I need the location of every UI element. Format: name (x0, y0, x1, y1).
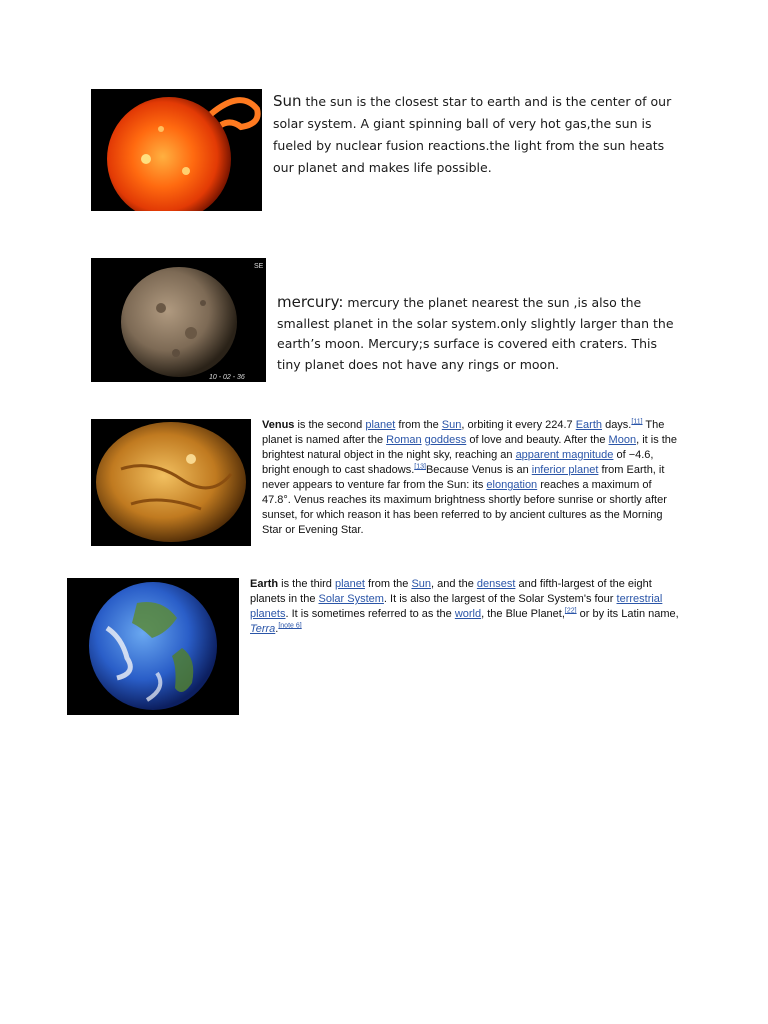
earth-text: , and the (431, 578, 477, 590)
link-densest[interactable]: densest (476, 578, 516, 590)
venus-text: Because Venus is an (425, 464, 532, 476)
venus-text: is the second (294, 419, 366, 431)
venus-text: of love and beauty. After the (466, 434, 609, 446)
earth-text: from the (364, 578, 412, 590)
venus-text: reaches a maximum of 47.8°. Venus reaches its maximum brightness shortly before sunrise or shortly after sunset, for which reason it has been referred to by ancient cultures as the Morning Star or Evening Star. (262, 479, 667, 536)
earth-description (250, 577, 682, 637)
ref-13[interactable]: [13] (414, 463, 426, 471)
ref-note-6[interactable]: [note 6] (278, 622, 302, 630)
earth-image (67, 578, 239, 715)
earth-text: . It is sometimes referred to as the (285, 608, 455, 620)
link-apparent-magnitude[interactable]: apparent magnitude (515, 449, 614, 461)
mercury-image (91, 258, 266, 382)
link-moon[interactable]: Moon (608, 434, 637, 446)
ref-22[interactable]: [22] (564, 607, 577, 615)
venus-text: The planet is named after the (262, 419, 665, 446)
link-elongation[interactable]: elongation (486, 479, 538, 491)
link-planet[interactable]: planet (334, 578, 365, 590)
venus-image (91, 419, 251, 546)
sun-text: the sun is the closest star to earth and is the center of our solar system. A giant spinning ball of very hot gas,the sun is fueled by nuclear fusion reactions.the light from the sun heats our planet and makes life possible. (273, 94, 672, 175)
venus-description (262, 418, 680, 538)
venus-text: , orbiting it every 224.7 (461, 419, 576, 431)
link-goddess[interactable]: goddess (424, 434, 467, 446)
link-planet[interactable]: planet (365, 419, 396, 431)
link-terrestrial-planets[interactable]: terrestrial planets (250, 593, 663, 620)
earth-text: and fifth-largest of the eight planets in the (250, 578, 652, 605)
venus-name: Venus (262, 419, 295, 431)
earth-name: Earth (250, 578, 279, 590)
mercury-photo-icon (91, 258, 266, 382)
mercury-caption-top: SE (254, 263, 264, 270)
venus-text: of −4.6, bright enough to cast shadows. (262, 449, 654, 476)
ref-11[interactable]: [11] (631, 418, 643, 426)
earth-photo-icon (67, 578, 239, 715)
link-inferior-planet[interactable]: inferior planet (531, 464, 599, 476)
earth-text: , the Blue Planet, (481, 608, 565, 620)
venus-text: , it is the brightest natural object in the night sky, reaching an (262, 434, 678, 461)
venus-photo-icon (91, 419, 251, 546)
venus-text: from the (395, 419, 442, 431)
sun-image (91, 89, 262, 211)
earth-text: is the third (278, 578, 335, 590)
mercury-title: mercury: (277, 293, 344, 311)
sun-description (273, 90, 683, 179)
mercury-text: mercury the planet nearest the sun ,is also the smallest planet in the solar system.only slightly larger than the earth’s moon. Mercury;s surface is covered eith craters. This tiny planet does not have any rings or moon. (277, 295, 674, 372)
sun-photo-icon (91, 89, 262, 211)
earth-text: . (275, 623, 279, 635)
earth-text: . It is also the largest of the Solar System's four (383, 593, 617, 605)
link-earth[interactable]: Earth (575, 419, 603, 431)
earth-text: or by its Latin name, (576, 608, 679, 620)
venus-text: from Earth, it never appears to venture far from the Sun: its (262, 464, 665, 491)
link-sun[interactable]: Sun (441, 419, 462, 431)
link-sun[interactable]: Sun (411, 578, 432, 590)
link-world[interactable]: world (454, 608, 482, 620)
sun-title: Sun (273, 92, 302, 110)
venus-text: days. (602, 419, 632, 431)
mercury-caption-bottom: 10 - 02 - 36 (209, 374, 245, 381)
link-terra[interactable]: Terra (250, 623, 276, 635)
link-solar-system[interactable]: Solar System (318, 593, 384, 605)
mercury-description (277, 292, 677, 375)
link-roman[interactable]: Roman (386, 434, 422, 446)
